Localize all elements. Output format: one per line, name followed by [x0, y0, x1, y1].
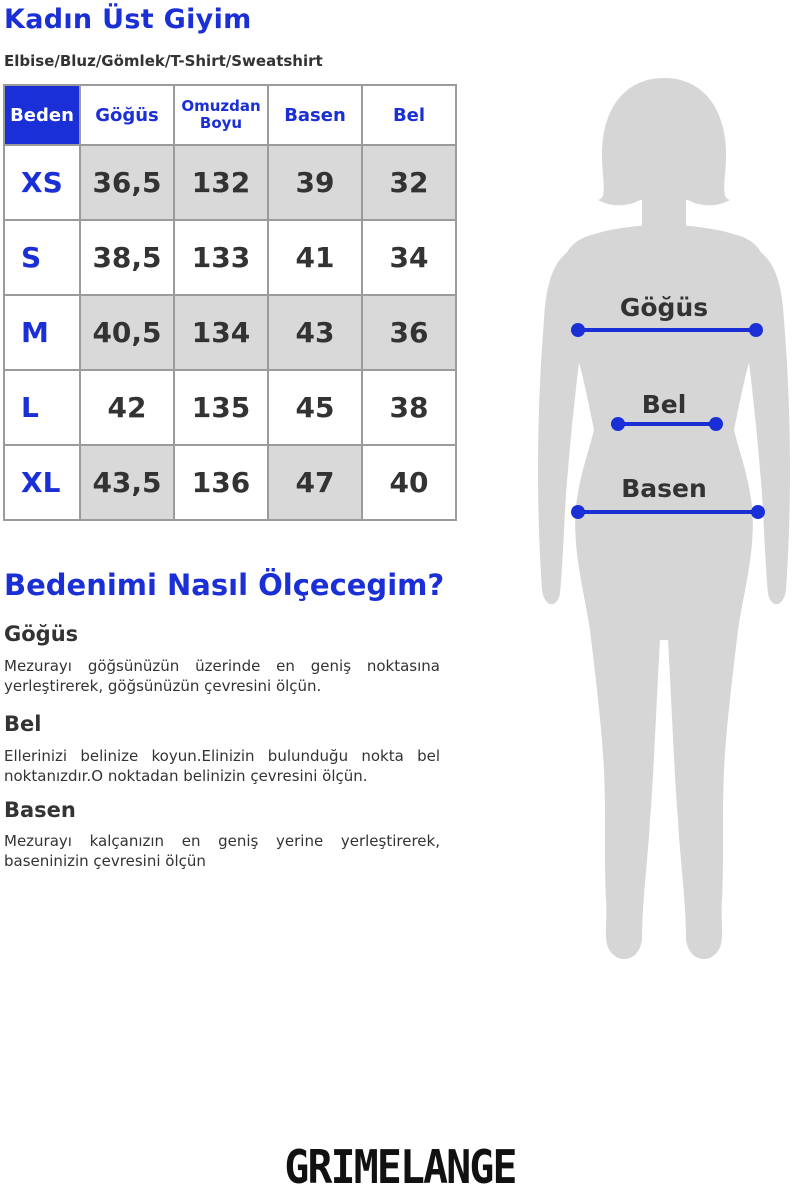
size-table-header-row [4, 85, 456, 145]
column-header-waist: Bel [362, 85, 456, 145]
shoulder-length-value: 136 [174, 445, 268, 520]
measure-guide-title: Bedenimi Nasıl Ölçecegim? [4, 568, 445, 602]
column-header-size: Beden [4, 85, 80, 145]
table-row [4, 295, 456, 370]
chest-value: 43,5 [80, 445, 174, 520]
shoulder-length-value: 134 [174, 295, 268, 370]
waist-figure-label: Bel [641, 390, 687, 419]
hip-guide-text: Mezurayı kalçanızın en geniş yerine yerleştirerek, baseninizin çevresini ölçün [4, 832, 440, 870]
size-label: XS [4, 145, 80, 220]
chest-value: 40,5 [80, 295, 174, 370]
waist-value: 36 [362, 295, 456, 370]
size-label: S [4, 220, 80, 295]
hip-figure-label: Basen [621, 474, 707, 503]
waist-value: 32 [362, 145, 456, 220]
chest-value: 36,5 [80, 145, 174, 220]
hip-value: 47 [268, 445, 362, 520]
hip-value: 45 [268, 370, 362, 445]
page-title: Kadın Üst Giyim [4, 4, 252, 35]
chest-figure-label: Göğüs [619, 293, 709, 322]
waist-guide-text: Ellerinizi belinize koyun.Elinizin bulunduğu nokta bel noktanızdır.O noktadan belinizin çevresini ölçün. [4, 747, 440, 785]
waist-value: 40 [362, 445, 456, 520]
chest-guide-heading: Göğüs [4, 622, 79, 646]
size-label: M [4, 295, 80, 370]
table-row [4, 370, 456, 445]
chest-guide-text: Mezurayı göğsünüzün üzerinde en geniş noktasına yerleştirerek, göğsünüzün çevresini ölçün. [4, 657, 440, 695]
chest-value: 42 [80, 370, 174, 445]
table-row [4, 145, 456, 220]
hip-value: 43 [268, 295, 362, 370]
hip-value: 41 [268, 220, 362, 295]
column-header-hip: Basen [268, 85, 362, 145]
chest-value: 38,5 [80, 220, 174, 295]
shoulder-length-value: 132 [174, 145, 268, 220]
brand-logo: GRIMELANGE [284, 1140, 516, 1194]
size-table [3, 84, 457, 521]
column-header-shoulder-length: Omuzdan Boyu [174, 85, 268, 145]
page-subtitle: Elbise/Bluz/Gömlek/T-Shirt/Sweatshirt [4, 52, 323, 70]
column-header-chest: Göğüs [80, 85, 174, 145]
hip-value: 39 [268, 145, 362, 220]
waist-value: 38 [362, 370, 456, 445]
body-silhouette-figure [530, 70, 800, 990]
shoulder-length-value: 135 [174, 370, 268, 445]
waist-guide-heading: Bel [4, 712, 42, 736]
size-label: XL [4, 445, 80, 520]
waist-value: 34 [362, 220, 456, 295]
table-row [4, 445, 456, 520]
size-label: L [4, 370, 80, 445]
table-row [4, 220, 456, 295]
shoulder-length-value: 133 [174, 220, 268, 295]
hip-guide-heading: Basen [4, 798, 76, 822]
